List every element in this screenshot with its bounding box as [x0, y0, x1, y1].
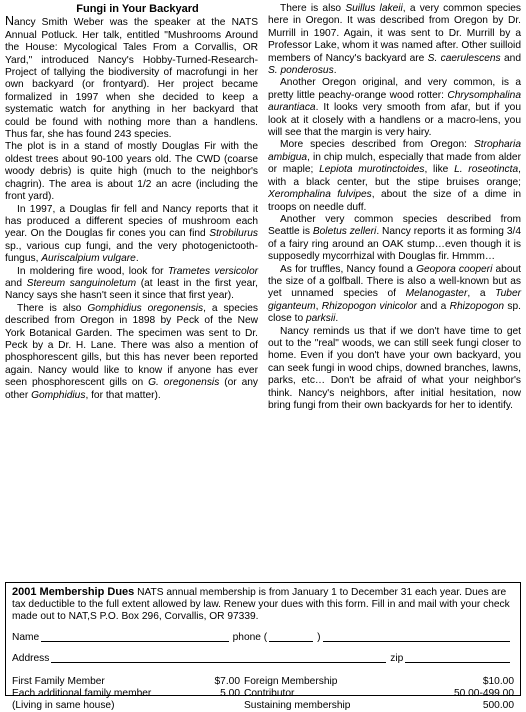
zip-label: zip	[390, 653, 404, 664]
address-zip-row	[12, 653, 514, 665]
article-column-left	[5, 3, 258, 583]
phone-label: phone (	[232, 632, 268, 643]
article-paragraph: More species described from Oregon: Stropharia ambigua, in chip mulch, especially that made from alder or maple; Lepiota murotinctoides, like L. roseotincta, with a black center, but the stipe bruises orange; Xeromphalina fulvipes, about the size of a dime in troops on needle duff.	[268, 139, 522, 213]
fee-amount: 50.00-499.00	[453, 688, 514, 699]
fee-label: Sustaining membership	[244, 700, 351, 711]
membership-dues-form	[5, 582, 521, 711]
article-paragraph: Another very common species described from Seattle is Boletus zelleri. Nancy reports it as forming 3/4 of a fairy ring around an OAK stump…even though it is supposedly mycorrhizal with Douglas fir. Hmmm…	[268, 213, 521, 263]
dues-intro	[12, 586, 514, 623]
fee-table-left	[12, 676, 244, 712]
fee-table	[12, 676, 514, 712]
fee-table-right	[244, 676, 514, 712]
zip-field[interactable]	[405, 662, 510, 663]
article-paragraph: In moldering fire wood, look for Trametes versicolor and Stereum sanguinoletum (at least in the first year, Nancy says she hasn't seen it since that first year).	[5, 265, 258, 302]
article-paragraph: In 1997, a Douglas fir fell and Nancy reports that it has produced a different species of mushroom each year. On the Douglas fir cones you can find Strobilurus sp., various cup fungi, and the very photogenictooth-fungus, Auriscalpium vulgare.	[5, 203, 258, 265]
fee-label: Contributor	[244, 688, 295, 699]
dues-heading: 2001 Membership Dues	[12, 586, 135, 598]
fee-label: First Family Member	[12, 676, 105, 687]
fee-label: Each additional family member	[12, 688, 152, 699]
phone-area-field[interactable]	[269, 641, 313, 642]
article-paragraph: Nancy reminds us that if we don't have time to get out to the "real" woods, we can still seek fungi closer to home. Even if you don't have your own backyard, you can seek fungi in wood chips, downed branches, lawns, parks, etc… Don't be afraid of what your neighbor's think. Nancy's neighbors, after initial hesitation, now bring fungi from their own backyards for her to identify.	[268, 325, 521, 411]
name-label: Name	[12, 632, 40, 643]
address-label: Address	[12, 653, 50, 664]
fee-amount: 5.00	[220, 688, 240, 699]
name-phone-row	[12, 632, 514, 644]
fee-amount: $10.00	[482, 676, 514, 687]
article-columns	[5, 3, 521, 583]
fee-label: Foreign Membership	[244, 676, 338, 687]
dues-text: NATS annual membership is from January 1 to December 31 each year. Dues are tax deductible to the full extent allowed by law. Renew your dues with this form. Fill in and mail with your check made out to NAT,S P.O. Box 296, Corvallis, OR 97339.	[12, 587, 510, 622]
article-column-right	[268, 3, 521, 583]
article-paragraph: There is also Gomphidius oregonensis, a species described from Oregon in 1898 by Peck of the New York Botanical Garden. The specimen was sent to Dr. Peck by a Dr. H. Lane. There was also a mention of phosphorescent gills, but this has never been reported again. Nancy would like to know if anyone has ever seen phosphorescent gills on G. oregonensis (or any other Gomphidius, for that matter).	[5, 302, 259, 401]
article-paragraph: The plot is in a stand of mostly Douglas Fir with the oldest trees about 90-100 years old. The CWD (coarse woody debris) is quite high (much to the neighbor's chagrin). The area is about 1/2 an acre (including the front yard).	[5, 141, 258, 203]
phone-field[interactable]	[323, 641, 510, 642]
phone-close: )	[317, 632, 321, 643]
article-title: Fungi in Your Backyard	[76, 3, 199, 15]
address-field[interactable]	[51, 662, 386, 663]
fee-label: (Living in same house)	[12, 700, 115, 711]
article-paragraph: Another Oregon original, and very common, is a pretty little peachy-orange wood rotter: Chrysomphalina aurantiaca. It looks very smooth from afar, but if you look at it closely with a handlens or a macro-lens, you will see that the margin is very hairy.	[268, 77, 521, 139]
article-paragraph: Nancy Smith Weber was the speaker at the NATS Annual Potluck. Her talk, entitled "Mushrooms Around the House: Mycological Tales From a Corvallis, OR Yard," introduced Nancy's Hobby-Turned-Research-Project of tallying the biodiversity of macrofungi in her own backyard (or frontyard). Her project became formalized in 1997 when she decided to keep a systematic watch for anything in her backyard that could be found with nothing more than a handlens. Thus far, she has found 243 species.	[5, 14, 258, 141]
fee-amount: $7.00	[214, 676, 240, 687]
fee-amount	[162, 700, 240, 712]
article-paragraph: As for truffles, Nancy found a Geopora cooperi about the size of a golfball. There is also a well-known but as yet unnamed species of Melanogaster, a Tuber giganteum, Rhizopogon vinicolor and a Rhizopogon sp. close to parksii.	[268, 263, 522, 325]
article-paragraph: There is also Suillus lakeii, a very common species here in Oregon. It was described from Oregon by Dr. Murrill in 1907. Again, it was sent to Dr. Murrill by a Professor Lake, whom it was named after. Other suilloid members of Nancy's backyard are S. caerulescens and S. ponderosus.	[268, 3, 522, 77]
fee-amount: 500.00	[482, 700, 514, 711]
name-field[interactable]	[41, 641, 228, 642]
